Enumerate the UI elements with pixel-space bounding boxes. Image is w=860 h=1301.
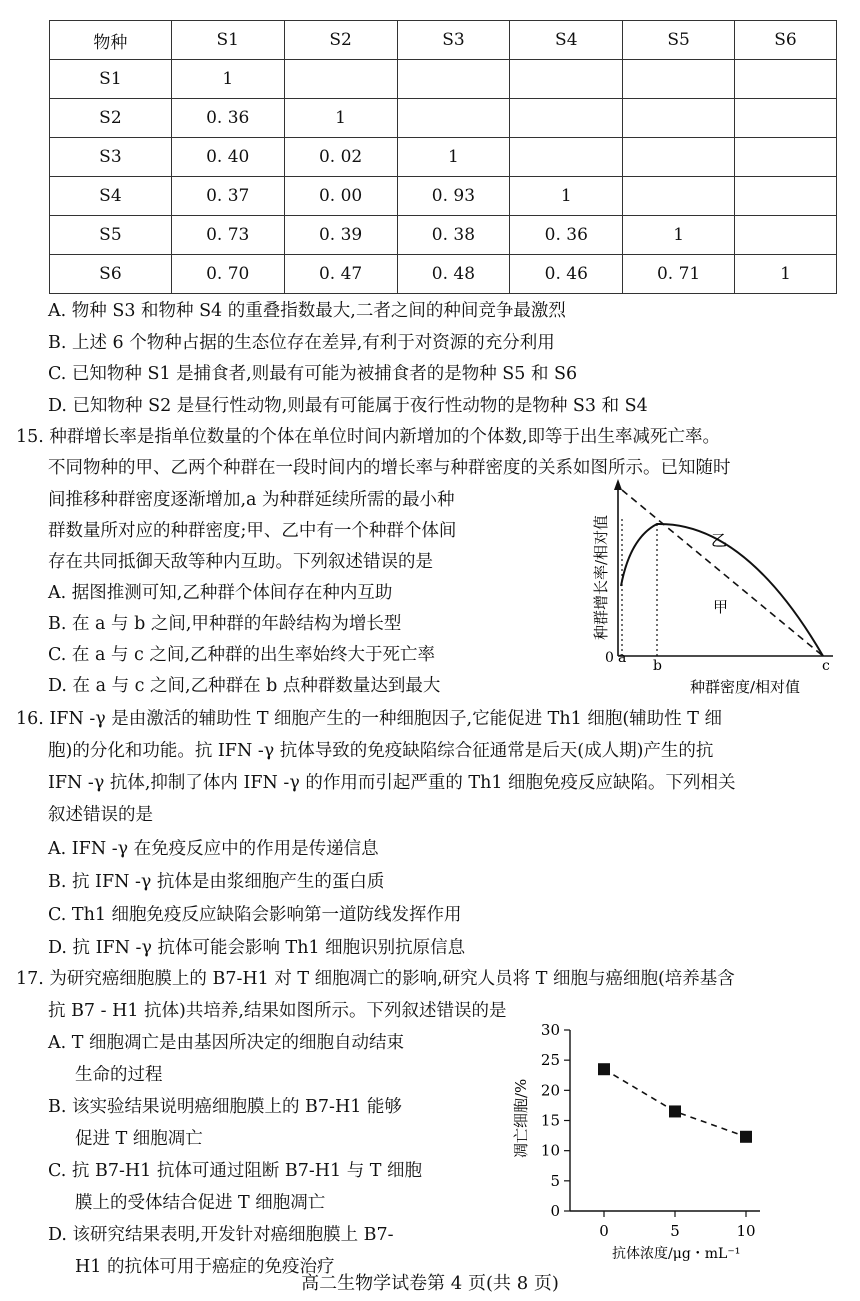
table-cell — [735, 60, 837, 99]
chart-y-tick-label: 0 — [550, 1202, 560, 1220]
table-cell: 1 — [735, 255, 837, 294]
table-row-label: S3 — [50, 138, 172, 177]
table-cell: 0. 36 — [171, 99, 284, 138]
table-row-label: S6 — [50, 255, 172, 294]
table-cell: 0. 48 — [397, 255, 510, 294]
q15-option-b: B. 在 a 与 b 之间,甲种群的年龄结构为增长型 — [48, 614, 402, 634]
table-row-label: S4 — [50, 177, 172, 216]
table-cell: 0. 71 — [623, 255, 735, 294]
apoptosis-chart — [500, 1018, 800, 1268]
table-row-label: S1 — [50, 60, 172, 99]
chart-x-tick-label: 0 — [599, 1222, 609, 1240]
q17-stem-2: 抗 B7 - H1 抗体)共培养,结果如图所示。下列叙述错误的是 — [48, 1001, 507, 1021]
table-cell: 0. 93 — [397, 177, 510, 216]
chart-ylabel: 凋亡细胞/% — [512, 1078, 530, 1158]
table-cell: 0. 38 — [397, 216, 510, 255]
table-cell: 0. 36 — [510, 216, 623, 255]
q15-option-c: C. 在 a 与 c 之间,乙种群的出生率始终大于死亡率 — [48, 645, 435, 665]
chart-series-line — [604, 1069, 746, 1137]
table-header-cell: S4 — [510, 21, 623, 60]
table-header-cell: S1 — [171, 21, 284, 60]
table-cell: 0. 37 — [171, 177, 284, 216]
table-cell — [623, 60, 735, 99]
overlap-index-table — [49, 20, 837, 294]
q15-option-a: A. 据图推测可知,乙种群个体间存在种内互助 — [48, 583, 393, 603]
table-cell: 1 — [284, 99, 397, 138]
table-row — [50, 255, 837, 294]
chart-point — [669, 1105, 681, 1117]
table-row — [50, 138, 837, 177]
q17-option-d-2: H1 的抗体可用于癌症的免疫治疗 — [75, 1257, 335, 1277]
fig15-origin: 0 — [605, 650, 614, 666]
table-cell — [397, 99, 510, 138]
q15-stem-4: 群数量所对应的种群密度;甲、乙中有一个种群个体间 — [48, 521, 457, 541]
table-cell: 0. 70 — [171, 255, 284, 294]
table-cell: 1 — [171, 60, 284, 99]
q17-option-c-1: C. 抗 B7-H1 抗体可通过阻断 B7-H1 与 T 细胞 — [48, 1161, 423, 1181]
q15-stem-2: 不同物种的甲、乙两个种群在一段时间内的增长率与种群密度的关系如图所示。已知随时 — [48, 458, 731, 478]
q15-option-d: D. 在 a 与 c 之间,乙种群在 b 点种群数量达到最大 — [48, 676, 441, 696]
table-header-cell: 物种 — [50, 21, 172, 60]
table-cell: 0. 47 — [284, 255, 397, 294]
q15-stem-1: 15. 种群增长率是指单位数量的个体在单位时间内新增加的个体数,即等于出生率减死亡率。 — [16, 427, 720, 447]
fig15-label-jia: 甲 — [713, 598, 729, 616]
fig15-label-yi: 乙 — [711, 531, 728, 550]
q14-option-c: C. 已知物种 S1 是捕食者,则最有可能为被捕食者的是物种 S5 和 S6 — [48, 364, 578, 384]
chart-y-tick-label: 30 — [540, 1021, 560, 1039]
table-cell — [623, 138, 735, 177]
chart-point — [598, 1063, 610, 1075]
table-cell — [735, 99, 837, 138]
fig15-point-b: b — [653, 658, 662, 674]
page-footer: 高二生物学试卷第 4 页(共 8 页) — [301, 1273, 559, 1294]
table-cell: 0. 73 — [171, 216, 284, 255]
table-cell — [735, 138, 837, 177]
table-row — [50, 177, 837, 216]
table-cell: 0. 40 — [171, 138, 284, 177]
table-header-cell: S2 — [284, 21, 397, 60]
q16-option-d: D. 抗 IFN -γ 抗体可能会影响 Th1 细胞识别抗原信息 — [48, 938, 466, 958]
fig15-y-arrow-icon — [614, 479, 622, 490]
table-row — [50, 99, 837, 138]
chart-x-tick-label: 10 — [736, 1222, 756, 1240]
table-cell: 1 — [510, 177, 623, 216]
q17-option-b-2: 促进 T 细胞凋亡 — [75, 1129, 203, 1149]
chart-x-tick-label: 5 — [670, 1222, 680, 1240]
q17-option-b-1: B. 该实验结果说明癌细胞膜上的 B7-H1 能够 — [48, 1097, 402, 1117]
table-row-label: S2 — [50, 99, 172, 138]
table-cell — [735, 177, 837, 216]
table-cell — [510, 138, 623, 177]
table-cell: 0. 02 — [284, 138, 397, 177]
q16-stem-1: 16. IFN -γ 是由激活的辅助性 T 细胞产生的一种细胞因子,它能促进 Th1 细胞(辅助性 T 细 — [16, 709, 722, 729]
growth-rate-figure — [585, 478, 850, 703]
q16-stem-2: 胞)的分化和功能。抗 IFN -γ 抗体导致的免疫缺陷综合征通常是后天(成人期)产生的抗 — [48, 741, 714, 761]
table-cell — [284, 60, 397, 99]
q17-stem-1: 17. 为研究癌细胞膜上的 B7-H1 对 T 细胞凋亡的影响,研究人员将 T 细胞与癌细胞(培养基含 — [16, 969, 735, 989]
fig15-xlabel: 种群密度/相对值 — [690, 678, 801, 696]
table-cell — [510, 60, 623, 99]
chart-y-tick-label: 5 — [550, 1171, 560, 1190]
fig15-point-c: c — [822, 658, 830, 674]
q16-stem-4: 叙述错误的是 — [48, 805, 153, 825]
table-row — [50, 216, 837, 255]
table-cell — [510, 99, 623, 138]
table-cell — [397, 60, 510, 99]
q15-stem-3: 间推移种群密度逐渐增加,a 为种群延续所需的最小种 — [48, 490, 455, 510]
table-cell — [623, 99, 735, 138]
fig15-point-a: a — [618, 650, 627, 666]
table-cell: 1 — [623, 216, 735, 255]
table-cell: 0. 00 — [284, 177, 397, 216]
chart-y-tick-label: 15 — [540, 1111, 560, 1130]
q14-option-b: B. 上述 6 个物种占据的生态位存在差异,有利于对资源的充分利用 — [48, 333, 555, 353]
q17-option-c-2: 膜上的受体结合促进 T 细胞凋亡 — [75, 1193, 326, 1213]
q17-option-a-1: A. T 细胞凋亡是由基因所决定的细胞自动结束 — [48, 1033, 404, 1053]
table-cell — [735, 216, 837, 255]
q16-option-b: B. 抗 IFN -γ 抗体是由浆细胞产生的蛋白质 — [48, 872, 385, 892]
table-row — [50, 60, 837, 99]
table-header-cell: S3 — [397, 21, 510, 60]
q14-option-a: A. 物种 S3 和物种 S4 的重叠指数最大,二者之间的种间竞争最激烈 — [48, 301, 566, 321]
q16-option-a: A. IFN -γ 在免疫反应中的作用是传递信息 — [48, 839, 379, 859]
chart-point — [740, 1131, 752, 1143]
chart-xlabel: 抗体浓度/μg・mL⁻¹ — [612, 1246, 741, 1262]
chart-y-tick-label: 25 — [540, 1051, 560, 1070]
q16-option-c: C. Th1 细胞免疫反应缺陷会影响第一道防线发挥作用 — [48, 905, 462, 925]
q15-stem-5: 存在共同抵御天敌等种内互助。下列叙述错误的是 — [48, 552, 433, 572]
table-row-label: S5 — [50, 216, 172, 255]
table-cell: 1 — [397, 138, 510, 177]
table-cell: 0. 46 — [510, 255, 623, 294]
fig15-ylabel: 种群增长率/相对值 — [592, 514, 610, 640]
table-header-row — [50, 21, 837, 60]
fig15-curve-jia — [622, 490, 823, 656]
table-cell: 0. 39 — [284, 216, 397, 255]
table-header-cell: S6 — [735, 21, 837, 60]
q17-option-a-2: 生命的过程 — [75, 1065, 163, 1085]
chart-y-tick-label: 20 — [540, 1081, 560, 1100]
table-cell — [623, 177, 735, 216]
q17-option-d-1: D. 该研究结果表明,开发针对癌细胞膜上 B7- — [48, 1225, 394, 1245]
q14-option-d: D. 已知物种 S2 是昼行性动物,则最有可能属于夜行性动物的是物种 S3 和 S4 — [48, 396, 648, 416]
table-header-cell: S5 — [623, 21, 735, 60]
chart-y-tick-label: 10 — [540, 1141, 560, 1160]
q16-stem-3: IFN -γ 抗体,抑制了体内 IFN -γ 的作用而引起严重的 Th1 细胞免疫反应缺陷。下列相关 — [48, 773, 736, 793]
